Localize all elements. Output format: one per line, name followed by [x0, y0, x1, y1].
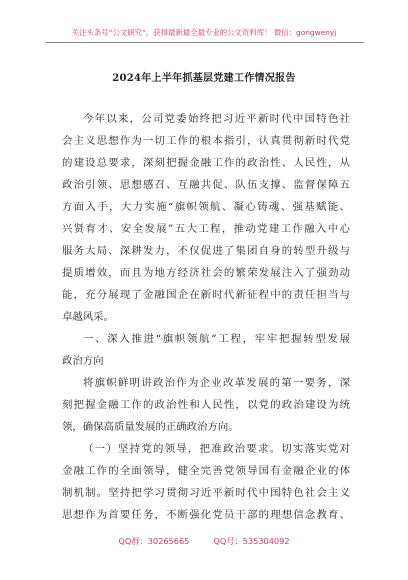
body-line: 兴贤育才、安全发展”五大工程，推动党建工作融入中心	[62, 223, 350, 235]
body-line: 提质增效，而且为地方经济社会的繁荣发展注入了强劲动	[62, 267, 350, 279]
body-line: 今年以来，公司党委始终把习近平新时代中国特色社	[83, 113, 350, 125]
body-line: 刻把握金融工作的政治性和人民性，以党的政治建设为统	[62, 399, 350, 411]
body-line: 卓越风采。	[62, 311, 114, 323]
header-divider	[46, 42, 364, 43]
body-line: 金融工作的全面领导，健全完善党领导国有金融企业的体	[62, 465, 350, 477]
body-line: 政治引领、思想感召、互融共促、队伍支撑、监督保障五	[62, 179, 350, 191]
body-line: 思想作为首要任务，不断强化党员干部的理想信念教育、	[62, 509, 350, 521]
body-line: 的建设总要求，深刻把握金融工作的政治性、人民性，从	[62, 157, 350, 169]
body-line: 将旗帜鲜明讲政治作为企业改革发展的第一要务，深	[83, 377, 350, 389]
document-title: 2024年上半年抓基层党建工作情况报告	[112, 73, 296, 84]
footer-qq-group: QQ群：30265665	[118, 536, 190, 546]
document-body	[62, 108, 350, 526]
body-line: 会主义思想作为一切工作的根本指引，认真贯彻新时代党	[62, 135, 350, 147]
body-line: 制机制。坚持把学习贯彻习近平新时代中国特色社会主义	[62, 487, 350, 499]
footer-qq-number: QQ号：535304092	[213, 536, 290, 546]
body-line: 领，确保高质量发展的正确政治方向。	[62, 421, 239, 433]
body-line: 能，充分展现了金融国企在新时代新征程中的责任担当与	[62, 289, 350, 301]
body-line: 一、深入推进“旗帜领航”工程，牢牢把握转型发展	[83, 333, 350, 345]
header-promo-note: 关注头条号“公文研究”，获得最新最全最专业的公文资料库！ 微信：gongwenyj	[71, 28, 337, 37]
body-line: 政治方向	[62, 355, 104, 367]
body-line: （一）坚持党的领导，把准政治要求。切实落实党对	[83, 443, 350, 455]
body-line: 服务大局、深耕发力，不仅促进了集团自身的转型升级与	[62, 245, 350, 257]
footer-contact	[0, 536, 408, 546]
body-line: 方面入手，大力实施“旗帜领航、凝心铸魂、强基赋能、	[62, 201, 350, 213]
